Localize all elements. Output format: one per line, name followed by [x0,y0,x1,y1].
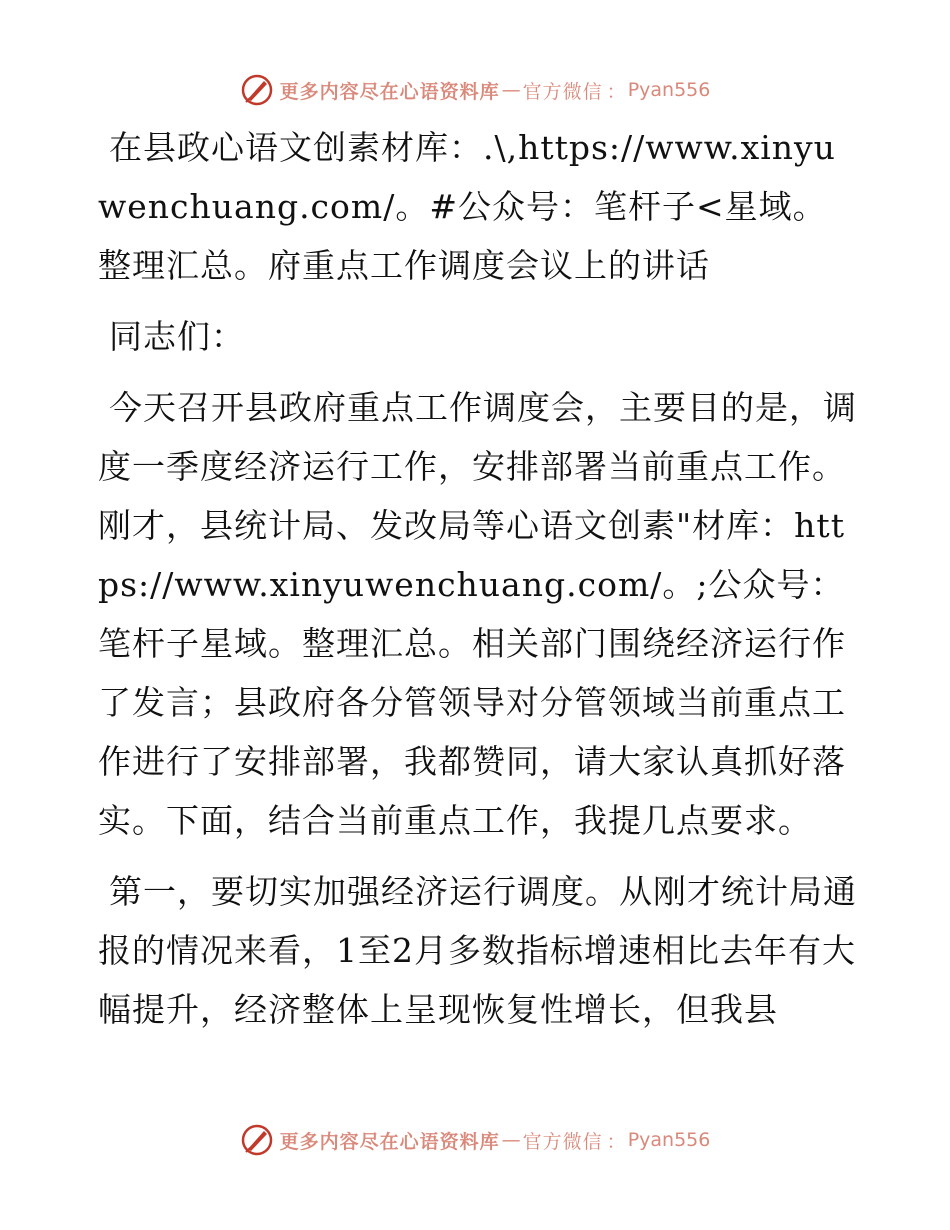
body-paragraph: 第一，要切实加强经济运行调度。从刚才统计局通报的情况来看，1至2月多数指标增速相比去年有大幅提升，经济整体上呈现恢复性增长，但我县 [98,872,857,1029]
salutation: 同志们： [109,317,245,356]
body-paragraph: 今天召开县政府重点工作调度会，主要目的是，调度一季度经济运行工作，安排部署当前重点工作。刚才，县统计局、发改局等心语文创素"材库：https://www.xinyuwenchuang.com/。;公众号：笔杆子星域。整理汇总。相关部门围绕经济运行作了发言；县政府各分管领导对分管领域当前重点工作进行了安排部署，我都赞同，请大家认真抓好落实。下面，结合当前重点工作，我提几点要求。 [98,388,857,840]
watermark-official-label: 官方微信 [522,80,603,103]
watermark-brand: 更多内容尽在心语资料库 [279,80,500,103]
watermark-official-label: 官方微信 [522,1130,603,1153]
watermark-colon: ： [606,80,626,103]
watermark-separator: — [501,79,521,101]
title-paragraph: 在县政心语文创素材库：.\,https://www.xinyuwenchuang.com/。#公众号：笔杆子<星域。整理汇总。府重点工作调度会议上的讲话 [98,128,836,285]
watermark-handle: Pyan556 [627,1129,711,1151]
watermark-footer [0,1120,950,1160]
quill-pen-circle-icon [240,1123,274,1157]
document-body [98,118,858,1051]
watermark-brand: 更多内容尽在心语资料库 [279,1130,500,1153]
quill-pen-circle-icon [240,73,274,107]
watermark-separator: — [501,1129,521,1151]
watermark-header [0,70,950,110]
watermark-handle: Pyan556 [627,79,711,101]
watermark-colon: ： [606,1130,626,1153]
